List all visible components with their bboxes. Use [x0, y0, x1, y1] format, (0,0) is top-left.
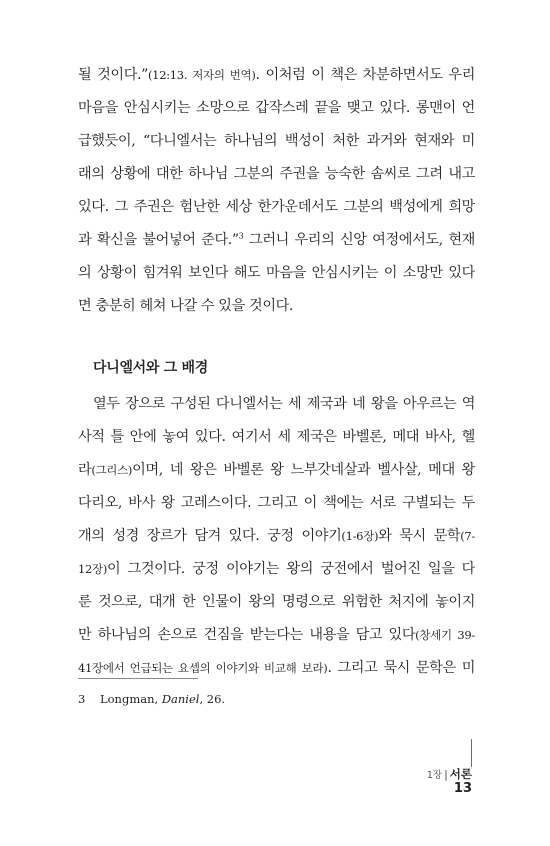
text-run: 만 하나님의 손으로 건짐을 받는다는 내용을 담고 있다 [78, 627, 416, 643]
text-run: 과 확신을 불어넣어 준다.” [78, 232, 239, 248]
chapter-title: 서론 [449, 767, 472, 781]
footnote-page: , 26. [199, 692, 226, 706]
text-run: 될 것이다.” [78, 67, 148, 83]
parenthetical-note: (1-6장) [341, 529, 379, 543]
text-line [78, 454, 475, 487]
text-run: . 그리고 묵시 문학은 미 [327, 660, 475, 676]
footnote [78, 692, 225, 706]
footer-divider [471, 739, 472, 767]
chapter-label: 1장 [426, 770, 443, 781]
text-run: 이 그것이다. 궁정 이야기는 왕의 궁전에서 벌어진 일을 다 [107, 561, 475, 577]
paragraph-continued [78, 59, 475, 323]
parenthetical-note: (창세기 39- [415, 628, 475, 642]
footnote-author: Longman, [100, 692, 162, 706]
parenthetical-note: (그리스) [91, 463, 133, 477]
text-run: 라 [78, 462, 92, 478]
text-line [78, 652, 475, 685]
footnote-number: 3 [78, 692, 86, 706]
page-number: 13 [453, 781, 472, 796]
text-line: 마음을 안심시키는 소망으로 갑작스레 끝을 맺고 있다. 롱맨이 언 [78, 100, 475, 116]
section-heading: 다니엘서와 그 배경 [93, 360, 208, 376]
text-run: 이며, 네 왕은 바벨론 왕 느부갓네살과 벨사살, 메대 왕 [132, 462, 475, 478]
paragraph-main [78, 388, 475, 685]
text-run: . 이처럼 이 책은 차분하면서도 우리 [255, 67, 475, 83]
footnote-divider [78, 678, 198, 679]
text-line [78, 520, 475, 553]
text-line [78, 619, 475, 652]
text-line: 열두 장으로 구성된 다니엘서는 세 제국과 네 왕을 아우르는 역 [93, 396, 475, 412]
text-run: 와 묵시 문학 [378, 528, 461, 544]
running-head [427, 766, 472, 782]
text-line [78, 224, 475, 257]
text-line: 의 상황이 힘겨워 보인다 해도 마음을 안심시키는 이 소망만 있다 [78, 265, 475, 281]
text-line [78, 59, 475, 92]
text-line: 래의 상황에 대한 하나님 그분의 주권을 능숙한 솜씨로 그려 내고 [78, 166, 475, 182]
text-line [78, 553, 475, 586]
footnote-book-title: Daniel [161, 692, 200, 706]
text-line: 다리오, 바사 왕 고레스이다. 그리고 이 책에는 서로 구별되는 두 [78, 495, 475, 511]
text-line: 면 충분히 헤쳐 나갈 수 있을 것이다. [78, 298, 294, 314]
parenthetical-note: 12장) [78, 562, 108, 576]
text-line: 사적 틀 안에 놓여 있다. 여기서 세 제국은 바벨론, 메대 바사, 헬 [78, 429, 475, 445]
parenthetical-note: (7- [460, 529, 475, 543]
footnote-marker: 3 [238, 231, 244, 241]
text-line: 룬 것으로, 대개 한 인물이 왕의 명령으로 위험한 처지에 놓이지 [78, 594, 475, 610]
text-run: 개의 성경 장르가 담겨 있다. 궁정 이야기 [78, 528, 342, 544]
text-run: 그러니 우리의 신앙 여정에서도, 현재 [243, 232, 475, 248]
text-line: 급했듯이, “다니엘서는 하나님의 백성이 처한 과거와 현재와 미 [78, 133, 475, 149]
text-line: 있다. 그 주권은 험난한 세상 한가운데서도 그분의 백성에게 희망 [78, 199, 475, 215]
parenthetical-note: 41장에서 언급되는 요셉의 이야기와 비교해 보라) [78, 661, 328, 675]
citation-note: (12:13. 저자의 번역) [148, 68, 256, 82]
running-head-separator: | [444, 768, 448, 781]
